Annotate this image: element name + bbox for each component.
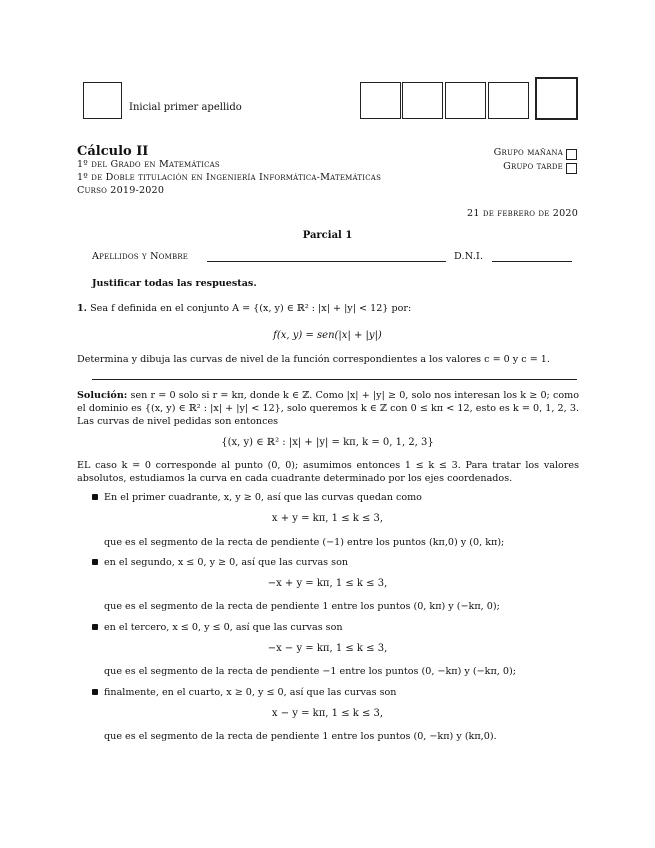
group-morning-label: Grupo mañana bbox=[493, 147, 563, 158]
group-morning-checkbox[interactable] bbox=[566, 149, 577, 160]
case-4-description: que es el segmento de la recta de pendiente 1 entre los puntos (0, −kπ) y (kπ,0). bbox=[104, 731, 497, 742]
course-line-2: 1º de Doble titulación en Ingeniería Informática-Matemáticas bbox=[77, 172, 382, 183]
dni-field-line[interactable] bbox=[492, 261, 572, 262]
problem-formula: f(x, y) = sen(|x| + |y|) bbox=[273, 330, 382, 341]
case-2-equation: −x + y = kπ, 1 ≤ k ≤ 3, bbox=[267, 578, 388, 589]
solution-paragraph-1 bbox=[77, 389, 579, 428]
problem-number: 1. bbox=[77, 303, 88, 314]
name-field-label: Apellidos y Nombre bbox=[92, 251, 189, 262]
bullet-marker bbox=[92, 559, 98, 565]
score-box-1[interactable] bbox=[360, 82, 401, 119]
initial-label: Inicial primer apellido bbox=[129, 102, 242, 113]
group-afternoon-checkbox[interactable] bbox=[566, 163, 577, 174]
group-afternoon-label: Grupo tarde bbox=[503, 161, 563, 172]
solution-text-1: sen r = 0 solo si r = kπ, donde k ∈ ℤ. Como |x| + |y| ≥ 0, solo nos interesan los k ≥ 0; como el dominio es {(x, y) ∈ ℝ² : |x| + |y| < 12}, solo queremos k ∈ ℤ con 0 ≤ kπ < 12, esto es k = 0, 1, 2, 3. Las curvas de nivel pedidas son entonces bbox=[77, 390, 579, 427]
solution-set-equation: {(x, y) ∈ ℝ² : |x| + |y| = kπ, k = 0, 1, 2, 3} bbox=[221, 437, 434, 448]
problem-statement bbox=[77, 302, 579, 315]
bullet-marker bbox=[92, 494, 98, 500]
score-box-total[interactable] bbox=[535, 77, 578, 120]
score-box-3[interactable] bbox=[445, 82, 486, 119]
exam-title: Parcial 1 bbox=[302, 230, 353, 241]
case-3-intro: en el tercero, x ≤ 0, y ≤ 0, así que las curvas son bbox=[104, 622, 343, 633]
case-1-intro: En el primer cuadrante, x, y ≥ 0, así que las curvas quedan como bbox=[104, 492, 422, 503]
bullet-marker bbox=[92, 624, 98, 630]
case-4-intro: finalmente, en el cuarto, x ≥ 0, y ≤ 0, así que las curvas son bbox=[104, 687, 397, 698]
initial-box[interactable] bbox=[83, 82, 122, 119]
case-1-description: que es el segmento de la recta de pendiente (−1) entre los puntos (kπ,0) y (0, kπ); bbox=[104, 537, 505, 548]
case-2-description: que es el segmento de la recta de pendiente 1 entre los puntos (0, kπ) y (−kπ, 0); bbox=[104, 601, 500, 612]
solution-label: Solución: bbox=[77, 390, 128, 401]
exam-date: 21 de febrero de 2020 bbox=[467, 208, 578, 219]
course-title: Cálculo II bbox=[77, 144, 149, 159]
bullet-marker bbox=[92, 689, 98, 695]
score-box-2[interactable] bbox=[402, 82, 443, 119]
separator-rule bbox=[92, 379, 577, 380]
problem-text: Sea f definida en el conjunto A = {(x, y) ∈ ℝ² : |x| + |y| < 12} por: bbox=[90, 303, 412, 314]
case-4-equation: x − y = kπ, 1 ≤ k ≤ 3, bbox=[271, 708, 384, 719]
problem-task: Determina y dibuja las curvas de nivel de la función correspondientes a los valores c = 0 y c = 1. bbox=[77, 354, 550, 365]
dni-field-label: D.N.I. bbox=[454, 251, 484, 262]
instructions: Justificar todas las respuestas. bbox=[92, 278, 257, 289]
name-field-line[interactable] bbox=[207, 261, 446, 262]
case-1-equation: x + y = kπ, 1 ≤ k ≤ 3, bbox=[271, 513, 384, 524]
course-line-3: Curso 2019-2020 bbox=[77, 185, 165, 196]
score-box-4[interactable] bbox=[488, 82, 529, 119]
case-3-equation: −x − y = kπ, 1 ≤ k ≤ 3, bbox=[267, 643, 388, 654]
case-3-description: que es el segmento de la recta de pendiente −1 entre los puntos (0, −kπ) y (−kπ, 0); bbox=[104, 666, 516, 677]
case-2-intro: en el segundo, x ≤ 0, y ≥ 0, así que las curvas son bbox=[104, 557, 349, 568]
course-line-1: 1º del Grado en Matemáticas bbox=[77, 159, 220, 170]
solution-paragraph-2: EL caso k = 0 corresponde al punto (0, 0); asumimos entonces 1 ≤ k ≤ 3. Para tratar los valores absolutos, estudiamos la curva en cada cuadrante determinado por los ejes coordenados. bbox=[77, 460, 579, 484]
